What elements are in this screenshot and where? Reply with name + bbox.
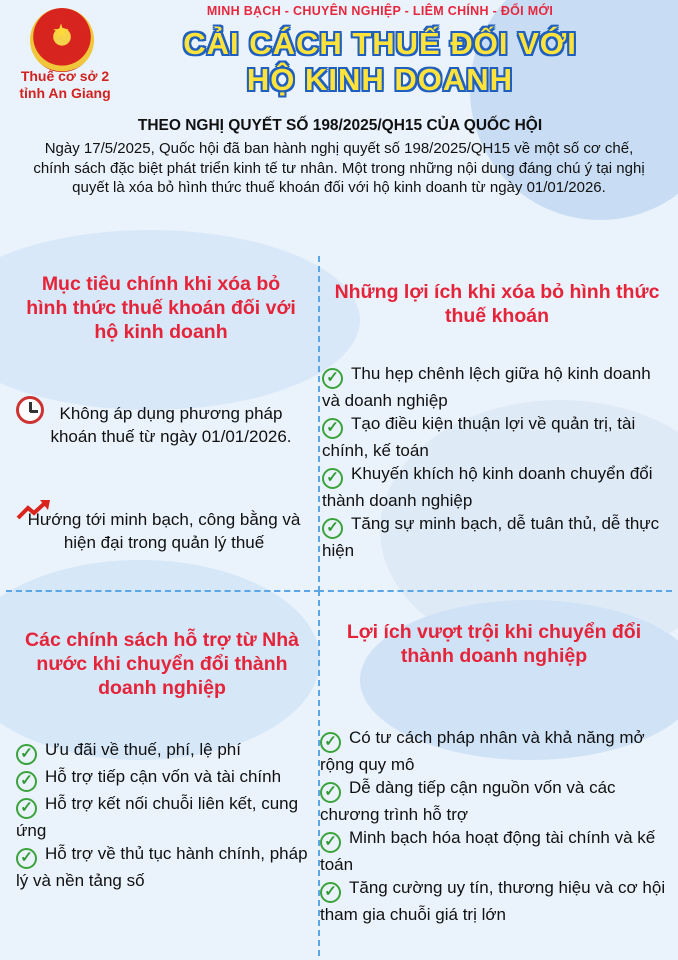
goals-heading: Mục tiêu chính khi xóa bỏ hình thức thuế khoán đối với hộ kinh doanh bbox=[26, 273, 296, 343]
check-icon: ✓ bbox=[322, 518, 343, 539]
list-item: ✓ Thu hẹp chênh lệch giữa hộ kinh doanh và doanh nghiệp bbox=[322, 364, 651, 410]
intro-paragraph: Ngày 17/5/2025, Quốc hội đã ban hành nghị quyết số 198/2025/QH15 về một số cơ chế, chính sách đặc biệt phát triển kinh tế tư nhân. Một trong những nội dung đáng chú ý tại nghị quyết là xóa bỏ hình thức thuế khoán đối với hộ kinh doanh từ ngày 01/01/2026. bbox=[33, 140, 645, 196]
subtitle: THEO NGHỊ QUYẾT SỐ 198/2025/QH15 CỦA QUỐC HỘI bbox=[137, 117, 543, 134]
goal-item-1: Không áp dụng phương pháp khoán thuế từ ngày 01/01/2026. bbox=[50, 404, 292, 446]
check-icon: ✓ bbox=[320, 782, 341, 803]
motto: MINH BẠCH - CHUYÊN NGHIỆP - LIÊM CHÍNH - ĐỔI MỚI bbox=[206, 4, 554, 18]
list-item: ✓ Tăng sự minh bạch, dễ tuân thủ, dễ thực hiện bbox=[322, 514, 660, 560]
list-item: ✓ Hỗ trợ kết nối chuỗi liên kết, cung ứng bbox=[16, 794, 299, 840]
benefits-list bbox=[322, 362, 668, 562]
list-item: ✓ Hỗ trợ tiếp cận vốn và tài chính bbox=[16, 765, 312, 792]
list-item: ✓ Có tư cách pháp nhân và khả năng mở rộng quy mô bbox=[320, 728, 645, 774]
star-icon: ★ bbox=[52, 21, 70, 43]
list-item: ✓ Minh bạch hóa hoạt động tài chính và kế toán bbox=[320, 828, 656, 874]
support-list bbox=[16, 738, 312, 892]
check-icon: ✓ bbox=[16, 848, 37, 869]
goal-item-2: Hướng tới minh bạch, công bằng và hiện đại trong quản lý thuế bbox=[27, 510, 301, 552]
list-item: ✓ Khuyến khích hộ kinh doanh chuyển đổi thành doanh nghiệp bbox=[322, 464, 653, 510]
list-item: ✓ Hỗ trợ về thủ tục hành chính, pháp lý và nền tảng số bbox=[16, 844, 308, 890]
advantages-heading: Lợi ích vượt trội khi chuyển đổi thành doanh nghiệp bbox=[346, 621, 642, 667]
list-item: ✓ Dễ dàng tiếp cận nguồn vốn và các chương trình hỗ trợ bbox=[320, 778, 616, 824]
tax-emblem-logo bbox=[30, 8, 94, 72]
check-icon: ✓ bbox=[320, 882, 341, 903]
check-icon: ✓ bbox=[322, 468, 343, 489]
advantages-list bbox=[320, 726, 666, 926]
main-title bbox=[170, 26, 590, 98]
list-item: ✓ Tạo điều kiện thuận lợi về quản trị, tài chính, kế toán bbox=[322, 414, 636, 460]
check-icon: ✓ bbox=[16, 744, 37, 765]
list-item: ✓ Ưu đãi về thuế, phí, lệ phí bbox=[16, 738, 312, 765]
benefits-heading: Những lợi ích khi xóa bỏ hình thức thuế khoán bbox=[334, 281, 660, 327]
main-title-line1: CẢI CÁCH THUẾ ĐỐI VỚI bbox=[183, 26, 577, 61]
check-icon: ✓ bbox=[322, 418, 343, 439]
main-title-line2: HỘ KINH DOANH bbox=[246, 62, 514, 97]
check-icon: ✓ bbox=[16, 771, 37, 792]
list-item: ✓ Tăng cường uy tín, thương hiệu và cơ hội tham gia chuỗi giá trị lớn bbox=[320, 878, 666, 924]
agency-name: Thuế cơ sở 2 tỉnh An Giang bbox=[19, 68, 111, 101]
support-heading: Các chính sách hỗ trợ từ Nhà nước khi chuyển đổi thành doanh nghiệp bbox=[25, 629, 299, 699]
check-icon: ✓ bbox=[320, 732, 341, 753]
check-icon: ✓ bbox=[322, 368, 343, 389]
check-icon: ✓ bbox=[320, 832, 341, 853]
check-icon: ✓ bbox=[16, 798, 37, 819]
